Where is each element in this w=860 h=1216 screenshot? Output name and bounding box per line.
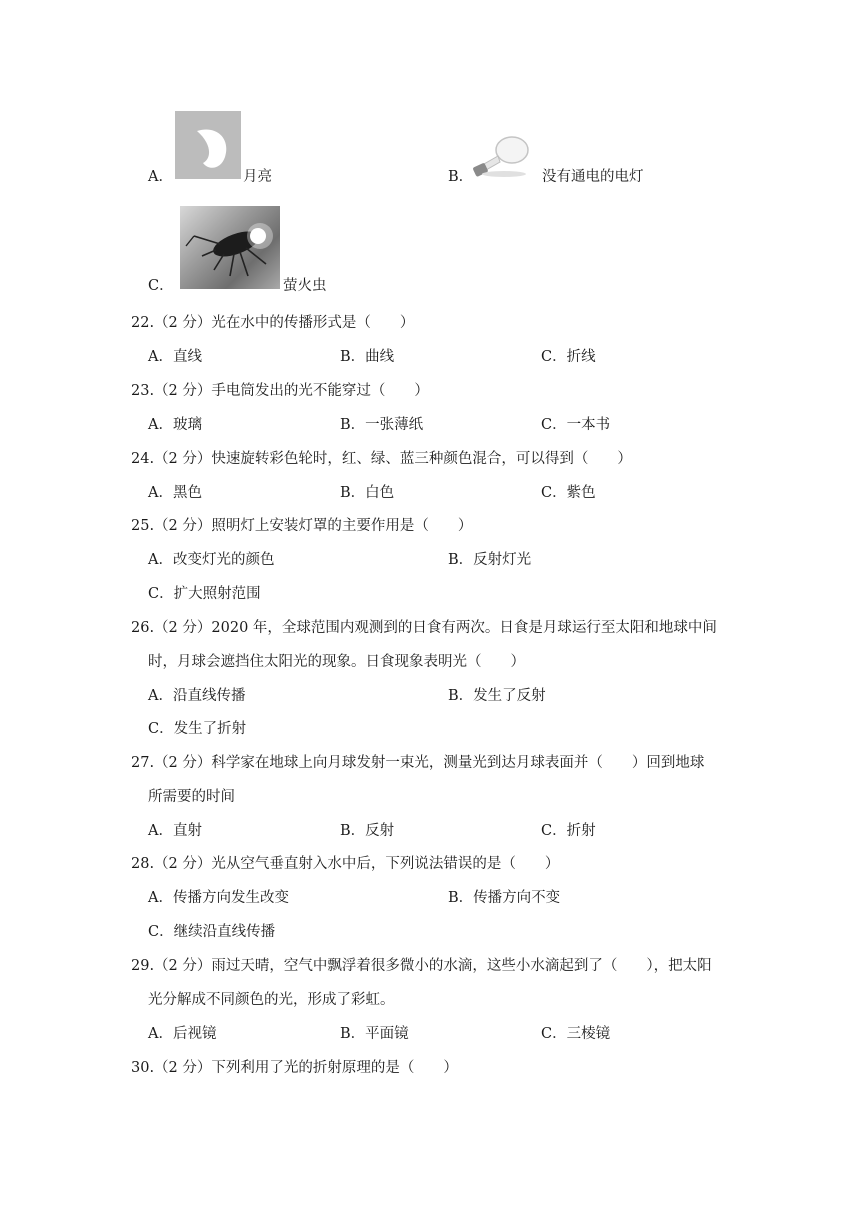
question-stem-line-2: 所需要的时间 [148,789,235,805]
option-c: C．三棱镜 [541,1026,611,1042]
option-letter: A． [148,169,173,185]
question-stem: 22.（2 分）光在水中的传播形式是（ ） [131,315,415,331]
question-stem: 24.（2 分）快速旋转彩色轮时，红、绿、蓝三种颜色混合，可以得到（ ） [131,451,632,467]
firefly-image [180,206,280,289]
option-a: A．后视镜 [148,1026,217,1042]
question-stem-line-1: 29.（2 分）雨过天晴，空气中飘浮着很多微小的水滴，这些小水滴起到了（ ），把太阳 [131,958,712,974]
option-c: C．一本书 [541,417,611,433]
option-b: B．白色 [340,485,395,501]
option-c: C．折射 [541,823,596,839]
option-a: A．改变灯光的颜色 [148,552,275,568]
option-letter: C． [148,278,174,294]
option-b: B．传播方向不变 [448,890,561,906]
question-stem: 25.（2 分）照明灯上安装灯罩的主要作用是（ ） [131,518,473,534]
option-b: B．反射 [340,823,395,839]
option-b: B．曲线 [340,349,395,365]
question-stem: 30.（2 分）下列利用了光的折射原理的是（ ） [131,1060,458,1076]
option-c: C．继续沿直线传播 [148,924,276,940]
question-stem-line-1: 26.（2 分）2020 年，全球范围内观测到的日食有两次。日食是月球运行至太阳和地球中间 [131,620,717,636]
option-b: B．发生了反射 [448,688,546,704]
option-a: A．玻璃 [148,417,202,433]
option-letter: B． [448,169,474,185]
option-a: A．传播方向发生改变 [148,890,289,906]
moon-icon [175,111,241,179]
question-stem: 23.（2 分）手电筒发出的光不能穿过（ ） [131,383,429,399]
light-bulb-icon [472,130,534,180]
option-b: B．一张薄纸 [340,417,424,433]
firefly-icon [180,206,280,289]
option-label: 月亮 [243,169,272,185]
option-a: A．直射 [148,823,202,839]
option-b: B．平面镜 [340,1026,409,1042]
moon-image [175,111,241,179]
light-bulb-image [472,130,534,180]
option-c: C．扩大照射范围 [148,586,261,602]
option-label: 没有通电的电灯 [542,169,644,185]
question-stem-line-2: 光分解成不同颜色的光，形成了彩虹。 [148,992,395,1008]
option-c: C．紫色 [541,485,596,501]
question-stem: 28.（2 分）光从空气垂直射入水中后，下列说法错误的是（ ） [131,856,560,872]
option-b: B．反射灯光 [448,552,532,568]
option-label: 萤火虫 [283,278,327,294]
option-a: A．黑色 [148,485,202,501]
question-stem-line-1: 27.（2 分）科学家在地球上向月球发射一束光，测量光到达月球表面并（ ）回到地球 [131,755,705,771]
option-a: A．沿直线传播 [148,688,246,704]
option-c: C．发生了折射 [148,721,247,737]
option-a: A．直线 [148,349,202,365]
option-c: C．折线 [541,349,596,365]
question-stem-line-2: 时，月球会遮挡住太阳光的现象。日食现象表明光（ ） [148,654,525,670]
